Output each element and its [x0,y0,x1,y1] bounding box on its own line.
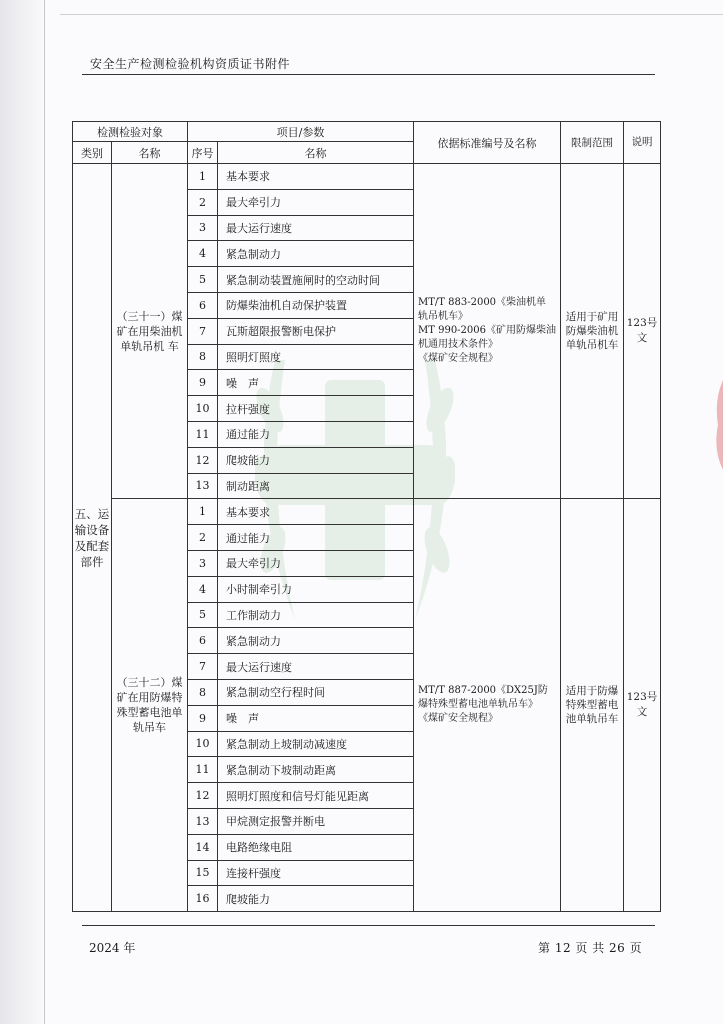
table-row [73,499,661,525]
item-name: 紧急制动装置施闸时的空动时间 [218,267,414,293]
red-seal-stamp-edge [712,380,723,470]
item-number: 5 [188,602,218,628]
item-name: 小时制牵引力 [218,576,414,602]
header-object: 检测检验对象 [73,122,188,142]
note-cell: 123号文 [624,164,661,499]
item-number: 11 [188,757,218,783]
header-item-name: 名称 [218,142,414,164]
item-name: 通过能力 [218,421,414,447]
item-name: 噪 声 [218,370,414,396]
footer-rule [82,925,655,926]
item-name: 拉杆强度 [218,396,414,422]
binding-line [44,0,45,1024]
item-number: 6 [188,628,218,654]
item-number: 4 [188,576,218,602]
item-number: 10 [188,731,218,757]
item-number: 10 [188,396,218,422]
standard-cell: MT/T 883-2000《柴油机单轨吊机车》 MT 990-2006《矿用防爆柴油机通用技术条件》 《煤矿安全规程》 [414,164,561,499]
item-name: 最大运行速度 [218,215,414,241]
header-name: 名称 [112,142,188,164]
header-seq: 序号 [188,142,218,164]
header-category: 类别 [73,142,112,164]
page-binding-shadow [0,0,46,1024]
item-number: 7 [188,654,218,680]
item-number: 2 [188,525,218,551]
item-name: 紧急制动力 [218,241,414,267]
limit-cell: 适用于防爆特殊型蓄电池单轨吊车 [561,499,624,912]
category-cell: 五、运输设备及配套部件 [73,164,112,912]
item-number: 1 [188,164,218,190]
object-name-cell: （三十二）煤矿在用防爆特殊型蓄电池单轨吊车 [112,499,188,912]
item-number: 2 [188,189,218,215]
item-name: 照明灯照度和信号灯能见距离 [218,783,414,809]
qualification-table [72,121,661,912]
item-number: 3 [188,550,218,576]
item-number: 15 [188,860,218,886]
item-number: 6 [188,292,218,318]
item-number: 7 [188,318,218,344]
item-number: 13 [188,808,218,834]
object-name-cell: （三十一）煤矿在用柴油机单轨吊机 车 [112,164,188,499]
item-name: 照明灯照度 [218,344,414,370]
footer-year: 2024 年 [89,941,136,955]
table-row [73,164,661,190]
item-number: 11 [188,421,218,447]
header-params: 项目/参数 [188,122,414,142]
item-name: 连接杆强度 [218,860,414,886]
limit-cell: 适用于矿用防爆柴油机单轨吊机车 [561,164,624,499]
item-name: 爬坡能力 [218,447,414,473]
item-name: 工作制动力 [218,602,414,628]
item-number: 1 [188,499,218,525]
item-name: 防爆柴油机自动保护装置 [218,292,414,318]
item-name: 瓦斯超限报警断电保护 [218,318,414,344]
item-number: 13 [188,473,218,499]
header-standard: 依据标准编号及名称 [414,122,561,164]
item-number: 8 [188,679,218,705]
item-name: 通过能力 [218,525,414,551]
item-number: 12 [188,783,218,809]
table-header-row-1 [73,122,661,142]
note-cell: 123号文 [624,499,661,912]
top-edge-line [60,14,723,15]
item-number: 14 [188,834,218,860]
item-number: 9 [188,370,218,396]
item-name: 电路绝缘电阻 [218,834,414,860]
header-note-label: 说明 [631,136,653,148]
page-header-title: 安全生产检测检验机构资质证书附件 [90,57,291,71]
item-name: 紧急制动空行程时间 [218,679,414,705]
item-name: 基本要求 [218,499,414,525]
header-limit-label: 限制范围 [571,136,613,149]
item-name: 甲烷测定报警并断电 [218,808,414,834]
item-name: 紧急制动下坡制动距离 [218,757,414,783]
item-name: 噪 声 [218,705,414,731]
header-rule [82,74,655,75]
item-number: 16 [188,886,218,912]
item-name: 基本要求 [218,164,414,190]
item-number: 9 [188,705,218,731]
footer-page-number: 第 12 页 共 26 页 [538,941,643,955]
header-note [624,122,661,164]
standard-cell: MT/T 887-2000《DX25J防爆特殊型蓄电池单轨吊车》 《煤矿安全规程》 [414,499,561,912]
item-number: 5 [188,267,218,293]
item-number: 4 [188,241,218,267]
item-number: 8 [188,344,218,370]
item-name: 最大牵引力 [218,550,414,576]
item-name: 爬坡能力 [218,886,414,912]
item-number: 12 [188,447,218,473]
item-name: 紧急制动力 [218,628,414,654]
item-name: 制动距离 [218,473,414,499]
item-name: 紧急制动上坡制动减速度 [218,731,414,757]
header-limit [561,122,624,164]
item-number: 3 [188,215,218,241]
item-name: 最大运行速度 [218,654,414,680]
item-name: 最大牵引力 [218,189,414,215]
